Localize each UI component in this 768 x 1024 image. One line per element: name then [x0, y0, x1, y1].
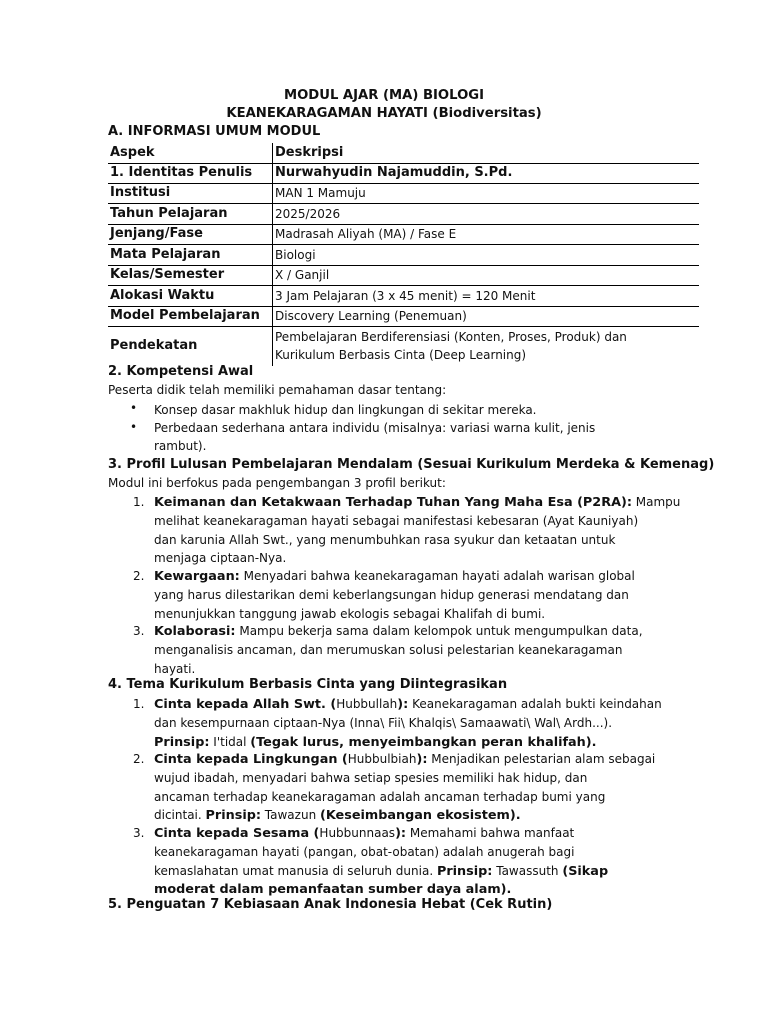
header-deskripsi: Deskripsi — [273, 143, 700, 163]
section-a-heading: A. INFORMASI UMUM MODUL — [108, 124, 321, 139]
row-key: Pendekatan — [110, 338, 198, 354]
prinsip-desc: (Sikap — [562, 863, 609, 879]
row-key: Mata Pelajaran — [110, 246, 221, 262]
item-text: kemaslahatan umat manusia di seluruh dunia. — [154, 863, 437, 878]
prinsip-label: Prinsip: — [436, 863, 493, 879]
item-bold: Kolaborasi: — [154, 624, 236, 639]
item-text: Mampu — [631, 495, 681, 509]
table-header-row — [108, 143, 699, 163]
item-bold: Cinta kepada Lingkungan ( — [154, 752, 348, 767]
item-text: dan karunia Allah Swt., yang menumbuhkan rasa syukur dan ketaatan untuk — [154, 532, 616, 547]
item-text: menjaga ciptaan-Nya. — [154, 550, 287, 565]
table-row — [108, 224, 699, 244]
row-value: MAN 1 Mamuju — [273, 183, 700, 203]
bullet-icon: • — [130, 420, 138, 434]
item-text: Hubbunnaas — [319, 826, 396, 840]
row-value: 3 Jam Pelajaran (3 x 45 menit) = 120 Menit — [273, 285, 700, 306]
item-bold: Kewargaan: — [154, 569, 240, 584]
item-text: dan kesempurnaan ciptaan-Nya (Inna\ Fii\ Khalqis\ Samaawati\ Wal\ Ardh...). — [154, 716, 613, 731]
item-bold: ): — [397, 697, 409, 712]
row-key: Model Pembelajaran — [110, 308, 260, 323]
item-text: Mampu bekerja sama dalam kelompok untuk mengumpulkan data, — [235, 624, 643, 638]
item-text: keanekaragaman hayati (pangan, obat-obatan) adalah anugerah bagi — [154, 845, 575, 860]
prinsip-desc: (Tegak lurus, menyeimbangkan peran khalifah). — [250, 734, 597, 750]
row-key: 1. Identitas Penulis — [110, 165, 253, 180]
row-key: Institusi — [110, 185, 171, 200]
table-row — [108, 183, 699, 203]
item-text: Keanekaragaman adalah bukti keindahan — [408, 697, 662, 711]
info-table — [108, 143, 699, 366]
prinsip-value: I'tidal — [209, 734, 251, 749]
list-item — [154, 750, 655, 825]
row-value: Discovery Learning (Penemuan) — [273, 306, 700, 326]
row-key: Tahun Pelajaran — [110, 205, 228, 221]
section-2-heading: 2. Kompetensi Awal — [108, 364, 254, 379]
item-text: Hubbullah — [336, 697, 398, 711]
item-text: Hubbulbiah — [347, 752, 417, 766]
row-key: Alokasi Waktu — [110, 287, 215, 303]
row-value-line: Kurikulum Berbasis Cinta (Deep Learning) — [275, 348, 527, 363]
bullet-icon: • — [130, 401, 138, 415]
section-5-heading: 5. Penguatan 7 Kebiasaan Anak Indonesia Hebat (Cek Rutin) — [108, 897, 553, 912]
row-value: Biologi — [273, 244, 700, 265]
list-item — [154, 419, 595, 456]
title-line-2: KEANEKARAGAMAN HAYATI (Biodiversitas) — [226, 106, 542, 121]
header-aspek: Aspek — [110, 144, 155, 160]
row-key: Kelas/Semester — [110, 267, 225, 282]
table-row — [108, 203, 699, 224]
item-text: wujud ibadah, menyadari bahwa setiap spesies memiliki hak hidup, dan — [154, 771, 588, 786]
row-value — [273, 326, 700, 366]
list-item: Konsep dasar makhluk hidup dan lingkungan di sekitar mereka. — [154, 403, 537, 417]
item-bold: Keimanan dan Ketakwaan Terhadap Tuhan Yang Maha Esa (P2RA): — [154, 495, 632, 510]
section-3-heading: 3. Profil Lulusan Pembelajaran Mendalam (Sesuai Kurikulum Merdeka & Kemenag) — [108, 457, 715, 472]
item-text: ancaman terhadap keanekaragaman adalah ancaman terhadap bumi yang — [154, 789, 606, 804]
item-bold: ): — [416, 752, 428, 767]
list-item — [154, 622, 643, 678]
item-bold: Cinta kepada Allah Swt. ( — [154, 697, 337, 712]
table-row — [108, 285, 699, 306]
table-row — [108, 306, 699, 326]
item-bold: ): — [395, 826, 407, 841]
list-item — [154, 695, 662, 752]
table-row — [108, 163, 699, 183]
row-value: Madrasah Aliyah (MA) / Fase E — [273, 224, 700, 244]
item-text: menganalisis ancaman, dan merumuskan solusi pelestarian keanekaragaman — [154, 643, 623, 658]
item-text: Menjadikan pelestarian alam sebagai — [427, 752, 656, 766]
list-number: 1. — [133, 697, 145, 711]
prinsip-label: Prinsip: — [154, 734, 210, 750]
prinsip-value: Tawassuth — [492, 863, 563, 878]
table-row — [108, 326, 699, 366]
list-number: 2. — [133, 569, 145, 583]
list-number: 2. — [133, 752, 145, 766]
section-4-heading: 4. Tema Kurikulum Berbasis Cinta yang Diintegrasikan — [108, 677, 508, 692]
list-item-line: rambut). — [154, 439, 207, 454]
list-item — [154, 567, 635, 623]
row-value-line: Pembelajaran Berdiferensiasi (Konten, Proses, Produk) dan — [275, 330, 627, 345]
list-item — [154, 493, 680, 567]
title-line-1: MODUL AJAR (MA) BIOLOGI — [283, 88, 485, 103]
item-text: menunjukkan tanggung jawab ekologis sebagai Khalifah di bumi. — [154, 606, 546, 621]
item-text: hayati. — [154, 661, 196, 676]
item-text: Memahami bahwa manfaat — [406, 826, 575, 840]
row-key: Jenjang/Fase — [110, 226, 203, 241]
section-3-intro: Modul ini berfokus pada pengembangan 3 profil berikut: — [108, 476, 446, 490]
section-2-intro: Peserta didik telah memiliki pemahaman dasar tentang: — [108, 383, 447, 397]
item-text: moderat dalam pemanfaatan sumber daya alam). — [154, 881, 512, 897]
list-item — [154, 824, 608, 899]
item-text: yang harus dilestarikan demi keberlangsungan hidup generasi mendatang dan — [154, 588, 629, 603]
prinsip-desc: (Keseimbangan ekosistem). — [320, 807, 521, 823]
list-number: 3. — [133, 826, 145, 840]
table-row — [108, 265, 699, 285]
row-value: X / Ganjil — [273, 265, 700, 285]
row-value: 2025/2026 — [273, 203, 700, 224]
item-text: melihat keanekaragaman hayati sebagai manifestasi kebesaran (Ayat Kauniyah) — [154, 514, 639, 529]
item-text: dicintai. — [154, 807, 206, 822]
list-number: 1. — [133, 495, 145, 509]
list-number: 3. — [133, 624, 145, 638]
list-item-line: Perbedaan sederhana antara individu (misalnya: variasi warna kulit, jenis — [154, 421, 596, 435]
table-row — [108, 244, 699, 265]
prinsip-value: Tawazun — [260, 807, 320, 822]
prinsip-label: Prinsip: — [205, 807, 261, 823]
row-value: Nurwahyudin Najamuddin, S.Pd. — [273, 163, 700, 183]
item-bold: Cinta kepada Sesama ( — [154, 826, 320, 841]
item-text: Menyadari bahwa keanekaragaman hayati adalah warisan global — [239, 569, 635, 583]
